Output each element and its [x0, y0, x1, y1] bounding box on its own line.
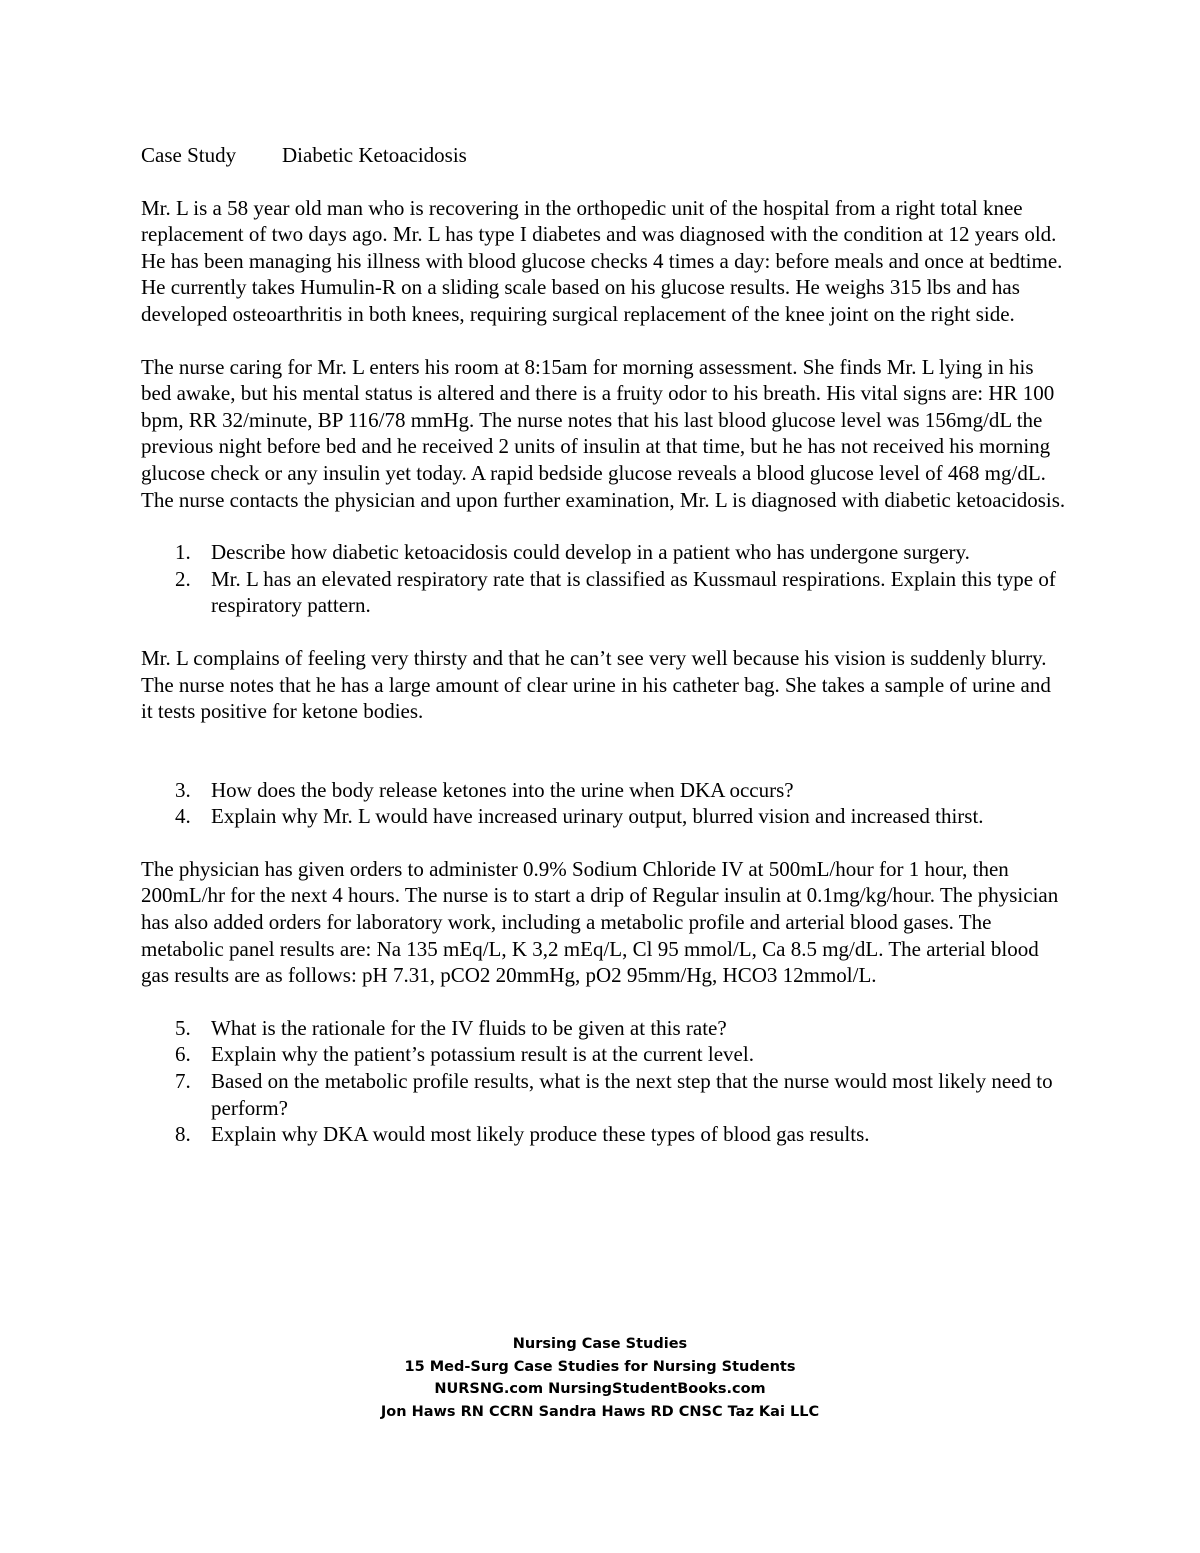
document-footer	[0, 1333, 1200, 1423]
question-text: What is the rationale for the IV fluids to be given at this rate?	[211, 1015, 727, 1040]
question-list-2	[141, 777, 1066, 830]
blank-line	[141, 751, 1066, 777]
paragraph-physician-orders: The physician has given orders to administer 0.9% Sodium Chloride IV at 500mL/hour for 1 hour, then 200mL/hr for the next 4 hours. The nurse is to start a drip of Regular insulin at 0.1mg/kg/hour. The physician has also added orders for laboratory work, including a metabolic profile and arterial blood gases. The metabolic panel results are: Na 135 mEq/L, K 3,2 mEq/L, Cl 95 mmol/L, Ca 8.5 mg/dL. The arterial blood gas results are as follows: pH 7.31, pCO2 20mmHg, pO2 95mm/Hg, HCO3 12mmol/L.	[141, 856, 1059, 988]
case-study-label: Case Study	[141, 143, 237, 167]
question-text: Explain why Mr. L would have increased urinary output, blurred vision and increased thirst.	[211, 804, 984, 829]
question-number: 4.	[175, 804, 191, 829]
question-item	[141, 1015, 1066, 1042]
footer-book-title: 15 Med-Surg Case Studies for Nursing Students	[404, 1358, 796, 1375]
question-number: 5.	[175, 1015, 191, 1040]
paragraph-patient-history: Mr. L is a 58 year old man who is recovering in the orthopedic unit of the hospital from a right total knee replacement of two days ago. Mr. L has type I diabetes and was diagnosed with the condition at 12 years old. He has been managing his illness with blood glucose checks 4 times a day: before meals and once at bedtime. He currently takes Humulin-R on a sliding scale based on his glucose results. He weighs 315 lbs and has developed osteoarthritis in both knees, requiring surgical replacement of the knee joint on the right side.	[141, 195, 1063, 326]
question-text: Mr. L has an elevated respiratory rate that is classified as Kussmaul respirations. Explain this type of respiratory pattern.	[211, 566, 1056, 618]
question-text: Explain why DKA would most likely produce these types of blood gas results.	[211, 1122, 870, 1147]
question-number: 2.	[175, 566, 191, 591]
document-body	[141, 142, 1066, 1174]
question-text: Describe how diabetic ketoacidosis could develop in a patient who has undergone surgery.	[211, 540, 970, 565]
document-title	[141, 142, 1066, 169]
question-item	[141, 539, 1066, 566]
question-number: 7.	[175, 1069, 191, 1094]
footer-websites: NURSNG.com NursingStudentBooks.com	[434, 1381, 766, 1397]
question-item	[141, 777, 1066, 804]
case-study-topic: Diabetic Ketoacidosis	[282, 143, 467, 167]
question-number: 8.	[175, 1122, 191, 1147]
question-item	[141, 566, 1066, 619]
question-item	[141, 1121, 1066, 1148]
question-item	[141, 1041, 1066, 1068]
footer-authors: Jon Haws RN CCRN Sandra Haws RD CNSC Taz Kai LLC	[380, 1403, 820, 1420]
question-item	[141, 803, 1066, 830]
question-text: Explain why the patient’s potassium result is at the current level.	[211, 1042, 754, 1067]
question-number: 6.	[175, 1042, 191, 1067]
question-number: 1.	[175, 540, 191, 565]
question-list-3	[141, 1015, 1066, 1148]
footer-series-title: Nursing Case Studies	[512, 1336, 688, 1352]
question-number: 3.	[175, 777, 191, 802]
question-item	[141, 1068, 1066, 1121]
question-text: Based on the metabolic profile results, what is the next step that the nurse would most likely need to perform?	[211, 1069, 1053, 1120]
question-list-1	[141, 539, 1066, 619]
paragraph-morning-assessment: The nurse caring for Mr. L enters his room at 8:15am for morning assessment. She finds Mr. L lying in his bed awake, but his mental status is altered and there is a fruity odor to his breath. His vital signs are: HR 100 bpm, RR 32/minute, BP 116/78 mmHg. The nurse notes that his last blood glucose level was 156mg/dL the previous night before bed and he received 2 units of insulin at that time, but he has not received his morning glucose check or any insulin yet today. A rapid bedside glucose reveals a blood glucose level of 468 mg/dL. The nurse contacts the physician and upon further examination, Mr. L is diagnosed with diabetic ketoacidosis.	[141, 354, 1066, 512]
question-text: How does the body release ketones into the urine when DKA occurs?	[211, 777, 794, 802]
paragraph-symptoms: Mr. L complains of feeling very thirsty and that he can’t see very well because his vision is suddenly blurry. The nurse notes that he has a large amount of clear urine in his catheter bag. She takes a sample of urine and it tests positive for ketone bodies.	[141, 645, 1051, 724]
